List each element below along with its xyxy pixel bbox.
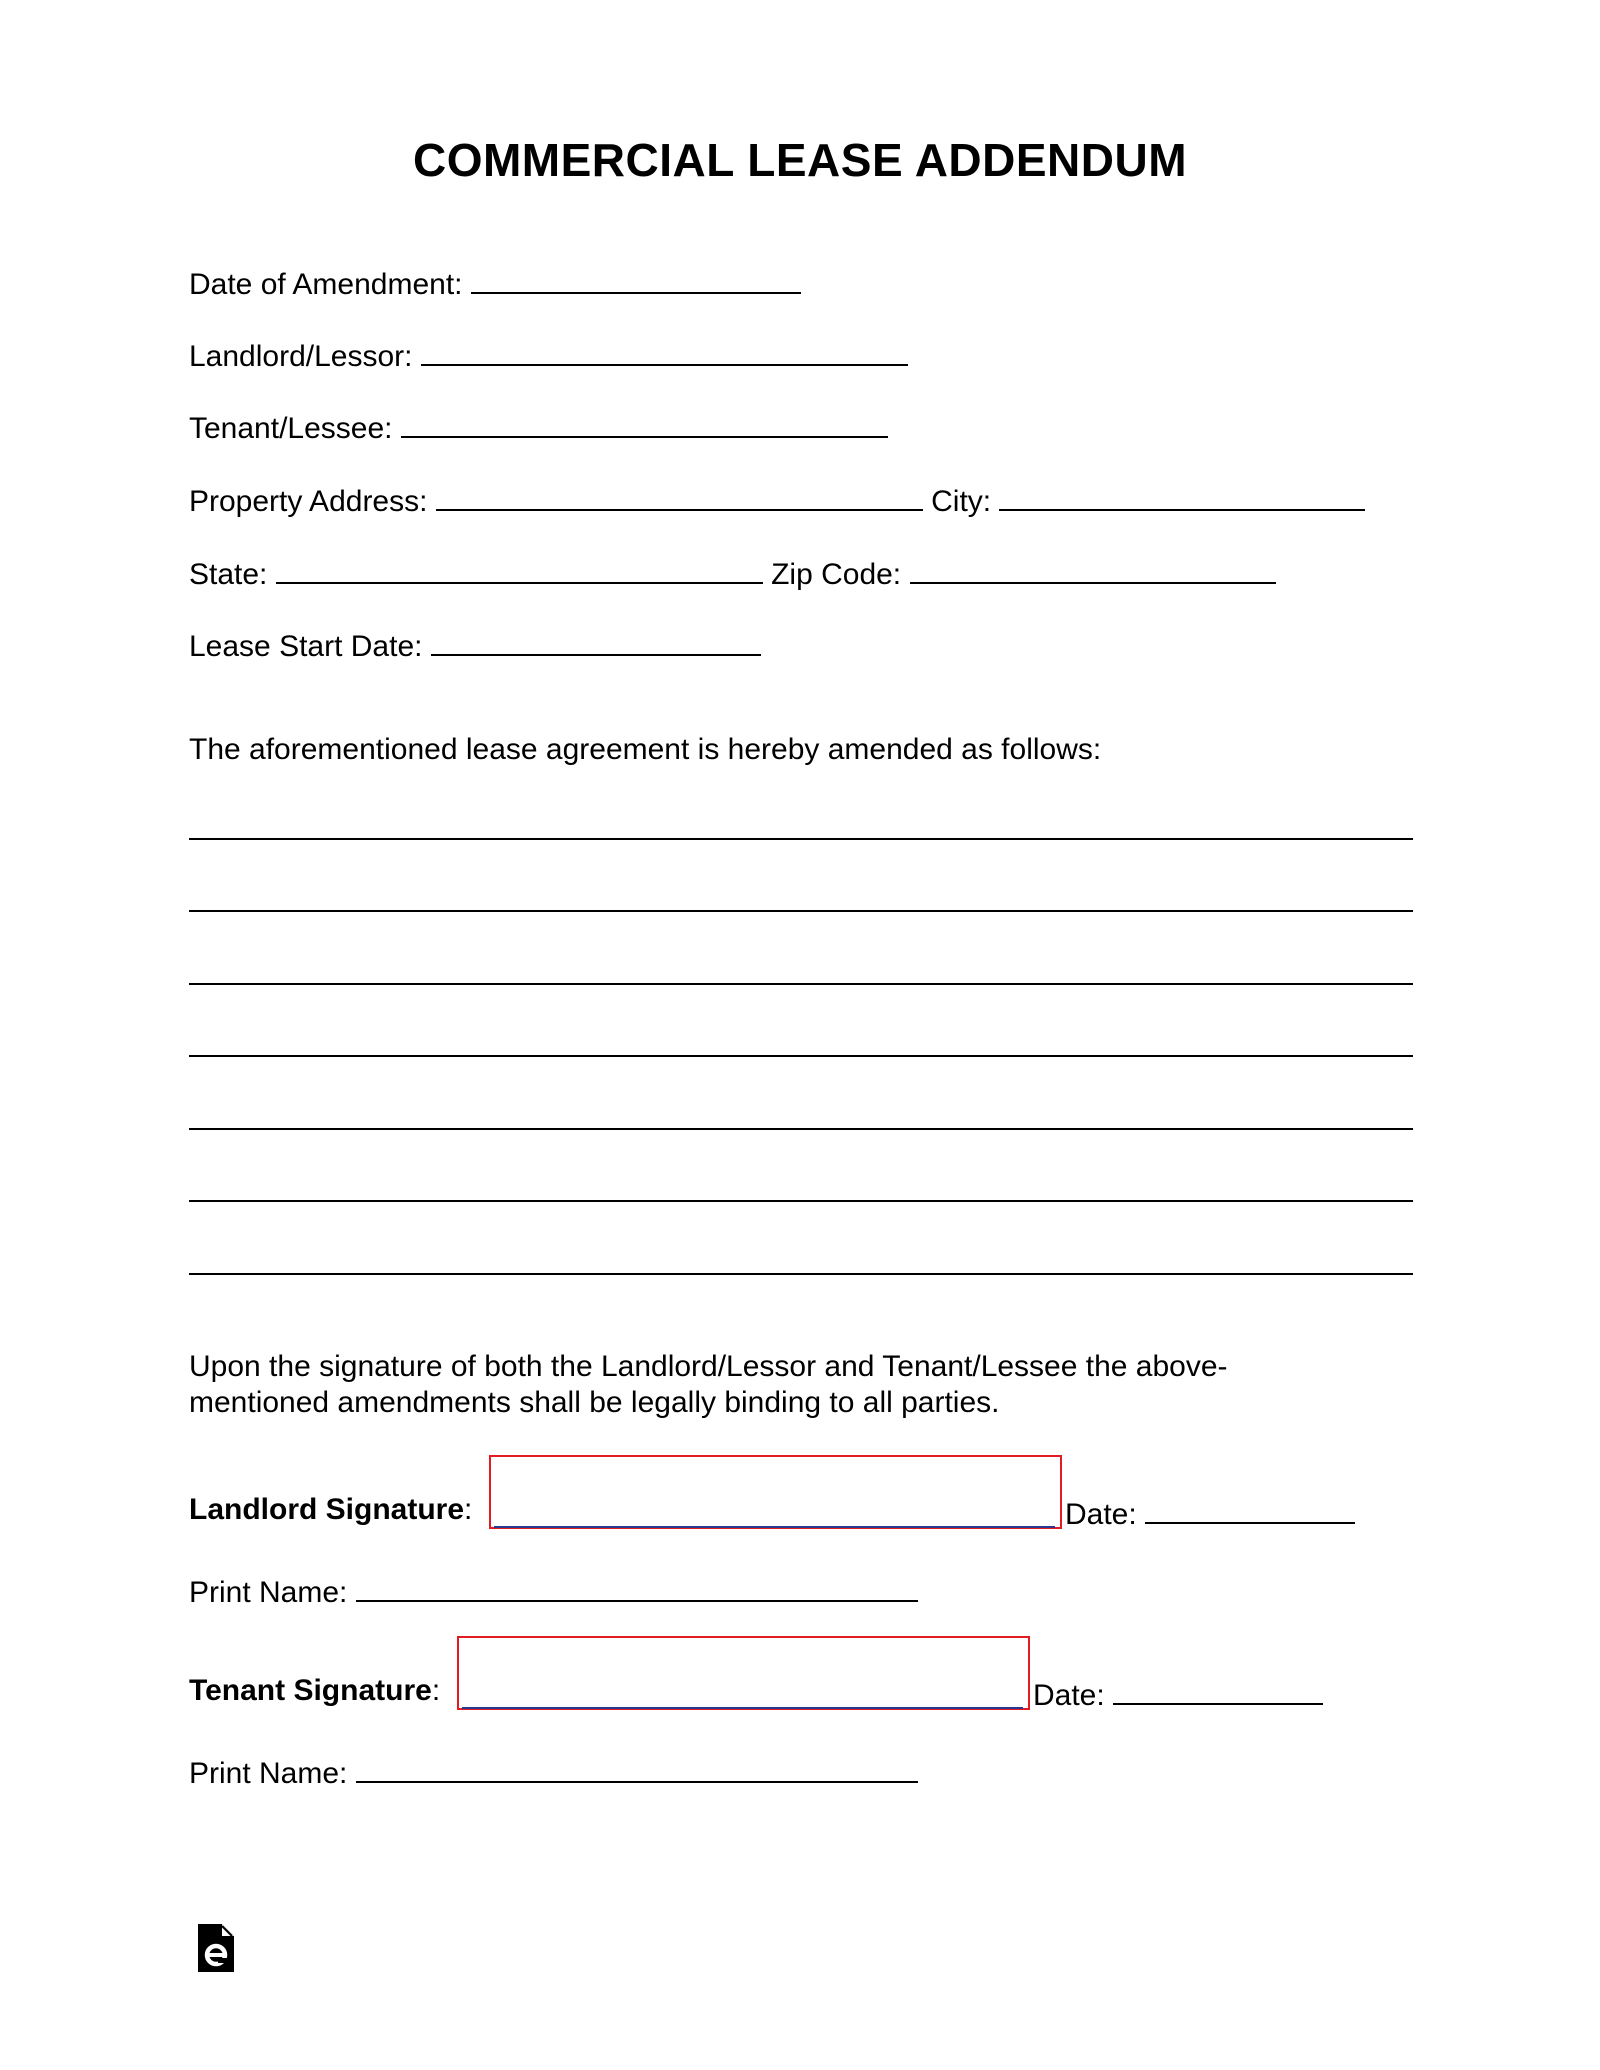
zip-code-label: Zip Code: (771, 558, 902, 591)
landlord-print-name-label: Print Name: (189, 1576, 348, 1609)
landlord-print-name-field[interactable] (356, 1570, 918, 1602)
tenant-lessee-row (189, 406, 888, 447)
landlord-signature-label: Landlord Signature (189, 1493, 465, 1526)
amendment-line[interactable] (189, 1273, 1413, 1275)
amendment-line[interactable] (189, 910, 1413, 912)
amendment-line[interactable] (189, 1128, 1413, 1130)
tenant-print-name-field[interactable] (356, 1751, 918, 1783)
landlord-date-field[interactable] (1145, 1492, 1355, 1524)
tenant-signature-field[interactable] (457, 1636, 1030, 1710)
state-field[interactable] (276, 552, 763, 584)
tenant-date-field[interactable] (1113, 1673, 1323, 1705)
landlord-date-label: Date: (1065, 1498, 1137, 1531)
document-e-icon (196, 1922, 236, 1974)
property-address-label: Property Address: (189, 485, 428, 518)
tenant-print-name-row (189, 1751, 918, 1792)
lease-start-date-row (189, 624, 761, 665)
landlord-lessor-field[interactable] (421, 334, 908, 366)
property-address-field[interactable] (436, 479, 923, 511)
tenant-signature-row (189, 1673, 440, 1709)
tenant-date-label: Date: (1033, 1679, 1105, 1712)
tenant-lessee-field[interactable] (401, 406, 888, 438)
landlord-signature-row (189, 1492, 472, 1528)
city-label: City: (931, 485, 992, 518)
city-field[interactable] (999, 479, 1365, 511)
landlord-print-name-row (189, 1570, 918, 1611)
landlord-date-row (1065, 1492, 1355, 1533)
landlord-lessor-label: Landlord/Lessor: (189, 340, 413, 373)
lease-start-date-label: Lease Start Date: (189, 630, 423, 663)
tenant-lessee-label: Tenant/Lessee: (189, 412, 393, 445)
lease-start-date-field[interactable] (431, 624, 761, 656)
date-of-amendment-label: Date of Amendment: (189, 268, 463, 301)
amendment-line[interactable] (189, 1055, 1413, 1057)
amendment-line[interactable] (189, 838, 1413, 840)
tenant-signature-line (462, 1707, 1023, 1709)
tenant-signature-label: Tenant Signature (189, 1674, 432, 1707)
date-of-amendment-row (189, 262, 801, 303)
landlord-signature-line (494, 1526, 1055, 1528)
tenant-print-name-label: Print Name: (189, 1757, 348, 1790)
property-address-row (189, 479, 1365, 520)
amendment-intro: The aforementioned lease agreement is hereby amended as follows: (189, 733, 1102, 766)
state-label: State: (189, 558, 268, 591)
binding-clause: Upon the signature of both the Landlord/Lessor and Tenant/Lessee the above-mentioned amendments shall be legally binding to all parties. (189, 1350, 1228, 1419)
page-title: COMMERCIAL LEASE ADDENDUM (412, 134, 1188, 186)
state-zip-row (189, 552, 1276, 593)
landlord-lessor-row (189, 334, 908, 375)
amendment-line[interactable] (189, 983, 1413, 985)
date-of-amendment-field[interactable] (471, 262, 801, 294)
amendment-line[interactable] (189, 1200, 1413, 1202)
tenant-date-row (1033, 1673, 1323, 1714)
landlord-signature-field[interactable] (489, 1455, 1062, 1529)
landlord-signature-colon: : (464, 1493, 473, 1526)
tenant-signature-colon: : (431, 1674, 441, 1707)
zip-code-field[interactable] (910, 552, 1276, 584)
